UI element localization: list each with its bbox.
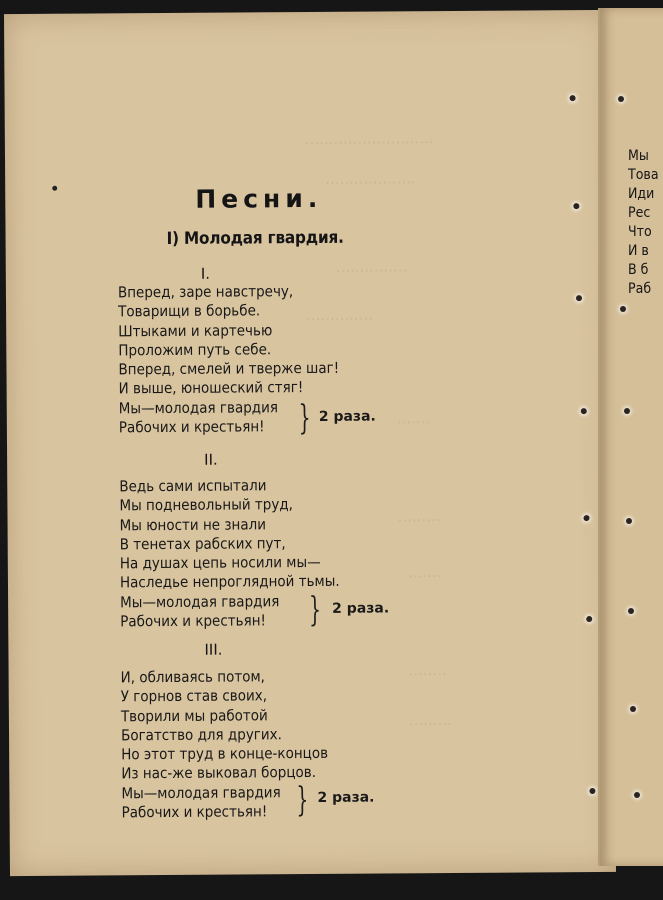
binding-hole	[573, 203, 579, 209]
verse-line: Товарищи в борьбе.	[118, 301, 261, 321]
verse-line: Богатство для других.	[120, 725, 282, 745]
verse-line: В тенетах рабских пут,	[119, 534, 286, 554]
verse-line: На душах цепь носили мы—	[119, 553, 321, 573]
verse-line: Вперед, заре навстречу,	[117, 282, 294, 302]
verse-line: Творили мы работой	[120, 705, 268, 725]
repeat-brace: }	[298, 397, 311, 439]
facing-line: Мы	[628, 148, 649, 164]
verse-line: Вперед, смелей и тверже шаг!	[118, 358, 340, 379]
facing-line: В б	[628, 262, 649, 278]
facing-line: Раб	[628, 281, 652, 297]
stanza-2-numeral: II.	[204, 450, 218, 469]
verse-line: Мы юности не знали	[119, 514, 267, 534]
verse-line: Рабочих и крестьян!	[121, 802, 268, 822]
verse-line: Штыками и картечью	[118, 320, 273, 340]
binding-hole	[586, 616, 592, 622]
verse-line: Мы—молодая гвардия	[120, 591, 280, 612]
binding-hole	[628, 608, 634, 614]
song-title: I) Молодая гвардия.	[166, 227, 344, 249]
binding-hole	[618, 96, 624, 102]
verse-line: Из нас-же выковал борцов.	[121, 763, 317, 783]
facing-page	[598, 8, 663, 866]
binding-hole	[576, 295, 582, 301]
verse-line: У горнов став своих,	[120, 686, 268, 706]
repeat-brace: }	[296, 780, 309, 821]
facing-line: Что	[628, 224, 652, 240]
page-title: Песни.	[195, 183, 323, 214]
verse-line: Ведь сами испытали	[119, 476, 267, 496]
book-page: ........................... ................... ............... .............. ....... ......... ....... ........ ......... Песни. I) Молодая гвардия. I. Вперед, заре навстречу, Товарищи в борьбе. Штыками и картечью Проложим путь себе. Вперед, смелей и тверже шаг! И выше, юношеский стяг! Мы—молодая гвардия Рабочих и крестьян! } 2 раза. II. Ведь сами испытали Мы подневольный труд, Мы юности не знали В тенетах рабских пут, На душах цепь носили мы— Наследье непроглядной тьмы. Мы—молодая гвардия Рабочих и крестьян! } 2 раза. III. И, обливаясь потом, У горнов став своих, Творили мы работой Богатство для других. Но этот труд в конце-концов Из нас-же выковал борцов. Мы—молодая гвардия Рабочих и крестьян! } 2 раза.	[4, 10, 616, 876]
binding-hole	[620, 306, 626, 312]
facing-line: Това	[628, 167, 659, 183]
repeat-brace: }	[308, 589, 322, 631]
verse-line: Но этот труд в конце-концов	[121, 744, 329, 764]
verse-line: Мы—молодая гвардия	[121, 782, 281, 803]
binding-hole	[634, 792, 640, 798]
facing-line: Иди	[628, 186, 655, 202]
facing-line: И в	[628, 243, 649, 259]
verse-line: И выше, юношеский стяг!	[118, 378, 304, 398]
verse-line: Наследье непроглядной тьмы.	[119, 572, 340, 592]
verse-line: Мы—молодая гвардия	[118, 398, 279, 418]
repeat-label: 2 раза.	[332, 600, 390, 617]
verse-line: Рабочих и крестьян!	[118, 417, 265, 437]
verse-line: Рабочих и крестьян!	[120, 611, 266, 631]
repeat-label: 2 раза.	[318, 408, 376, 425]
verse-line: Мы подневольный труд,	[119, 495, 293, 515]
verse-line: Проложим путь себе.	[118, 340, 272, 360]
binding-hole	[589, 788, 595, 794]
binding-hole	[581, 408, 587, 414]
binding-hole	[624, 408, 630, 414]
repeat-label: 2 раза.	[317, 789, 375, 806]
ink-dot	[52, 186, 57, 191]
stanza-2	[119, 476, 340, 632]
facing-page-text	[628, 147, 659, 299]
facing-line: Рес	[628, 205, 651, 221]
stanza-3-numeral: III.	[204, 640, 223, 659]
stanza-1-numeral: I.	[200, 264, 211, 283]
binding-hole	[570, 95, 576, 101]
binding-hole	[584, 515, 590, 521]
verse-line: И, обливаясь потом,	[120, 667, 265, 687]
binding-hole	[630, 706, 636, 712]
binding-hole	[626, 518, 632, 524]
